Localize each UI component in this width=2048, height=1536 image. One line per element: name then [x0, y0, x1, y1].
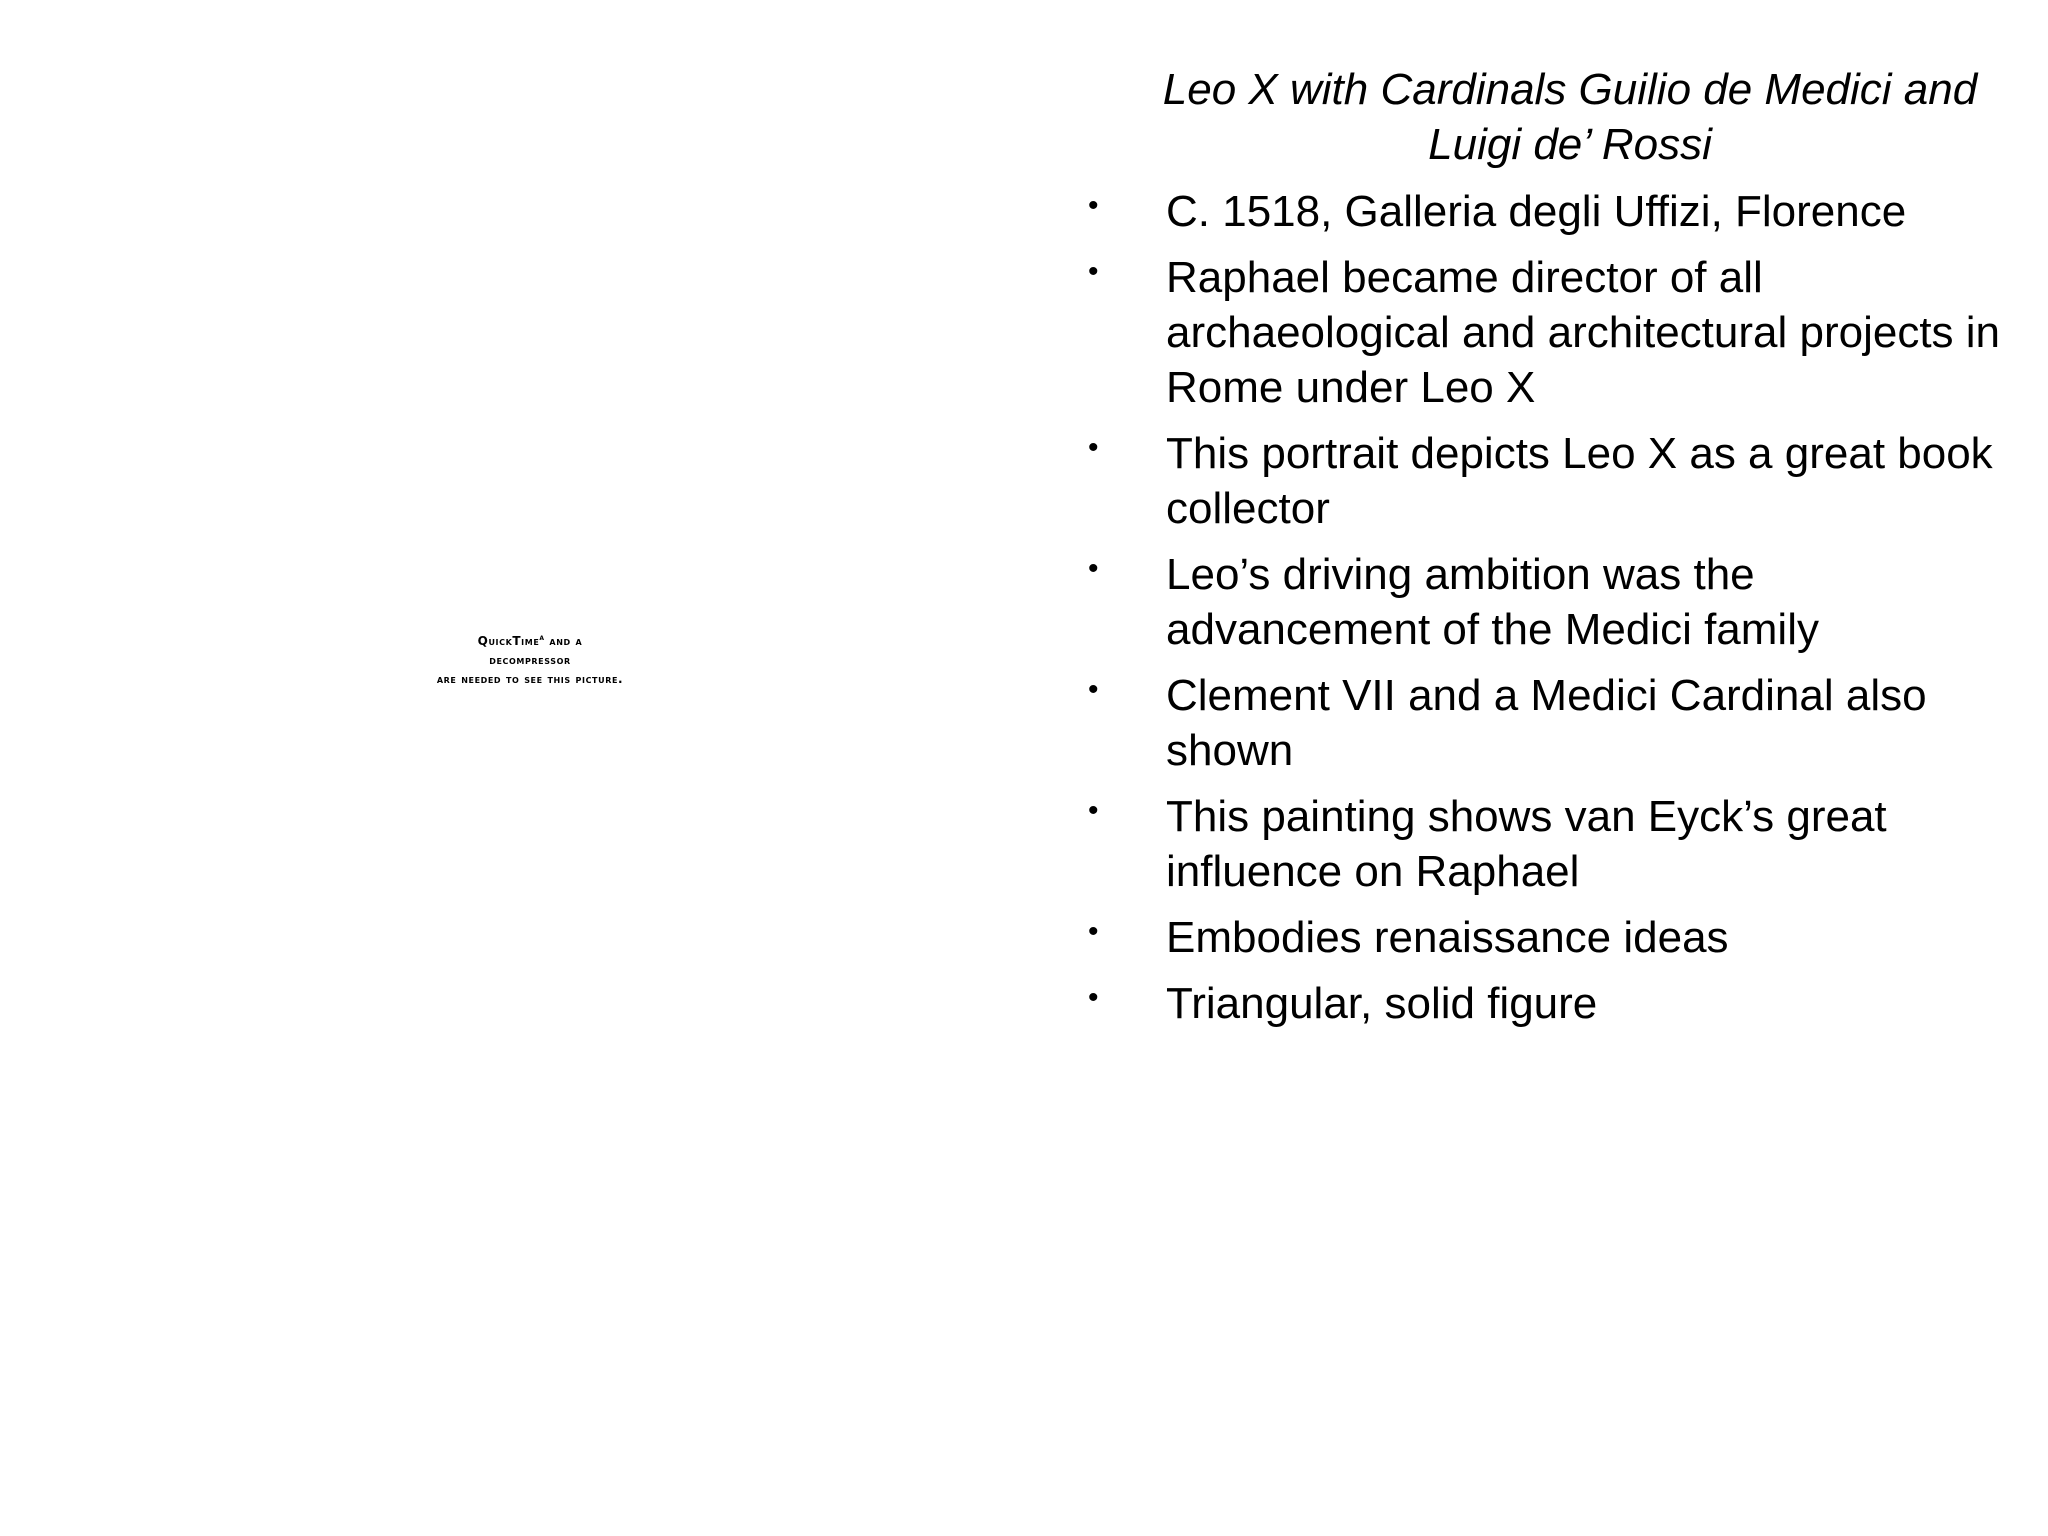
quicktime-message-line-2: decompressor: [489, 653, 571, 667]
quicktime-message-line-3: are needed to see this picture.: [436, 672, 624, 686]
bullet-text: Leo’s driving ambition was the advancement of the Medici family: [1166, 550, 1819, 654]
bullet-item: [1080, 426, 2020, 536]
bullet-text: Embodies renaissance ideas: [1166, 913, 1729, 962]
bullet-item: [1080, 250, 2020, 415]
bullet-text: Triangular, solid figure: [1166, 979, 1598, 1028]
slide-title-line-1: Leo X with Cardinals Guilio de Medici and: [1162, 65, 1978, 114]
bullet-marker: •: [1088, 794, 1099, 827]
bullet-item: [1080, 789, 2020, 899]
text-panel: [1080, 62, 2020, 1042]
bullet-marker: •: [1088, 915, 1099, 948]
bullet-list: [1080, 184, 2020, 1031]
bullet-marker: •: [1088, 189, 1099, 222]
slide-title-line-2: Luigi de’ Rossi: [1428, 120, 1712, 169]
bullet-item: [1080, 910, 2020, 965]
bullet-marker: •: [1088, 673, 1099, 706]
bullet-item: [1080, 668, 2020, 778]
bullet-text: Raphael became director of all archaeological and architectural projects in Rome under Leo X: [1166, 253, 2001, 412]
bullet-text: This portrait depicts Leo X as a great book collector: [1166, 429, 1993, 533]
quicktime-message: [380, 632, 680, 689]
bullet-text: C. 1518, Galleria degli Uffizi, Florence: [1166, 187, 1907, 236]
slide-title: [1080, 62, 2020, 172]
bullet-marker: •: [1088, 255, 1099, 288]
bullet-marker: •: [1088, 431, 1099, 464]
quicktime-message-line-1: QuickTime$^a$ and a: [477, 633, 583, 648]
bullet-item: [1080, 184, 2020, 239]
bullet-text: This painting shows van Eyck’s great influence on Raphael: [1166, 792, 1887, 896]
bullet-marker: •: [1088, 981, 1099, 1014]
bullet-marker: •: [1088, 552, 1099, 585]
bullet-text: Clement VII and a Medici Cardinal also shown: [1166, 671, 1927, 775]
bullet-item: [1080, 547, 2020, 657]
bullet-item: [1080, 976, 2020, 1031]
